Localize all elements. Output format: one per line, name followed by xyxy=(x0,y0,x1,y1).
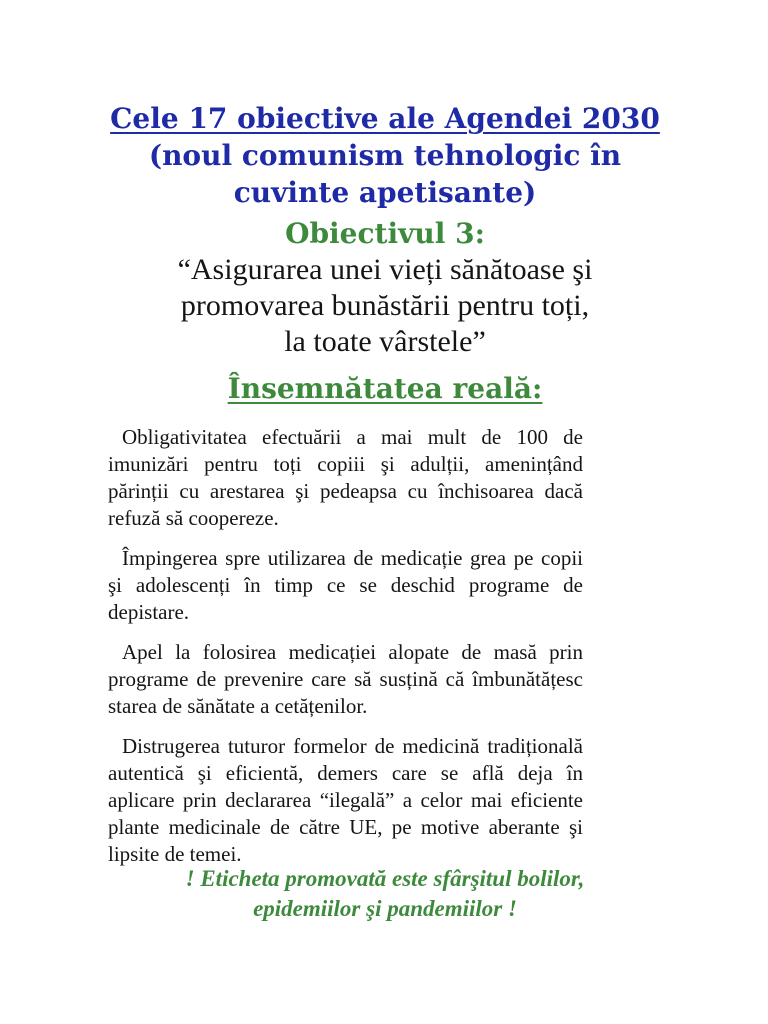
title-line-3: cuvinte apetisante) xyxy=(233,176,537,209)
quote-line-3: la toate vârstele” xyxy=(284,325,486,358)
paragraph: Distrugerea tuturor formelor de medicină tradițională autentică şi eficientă, demers care se află deja în aplicare prin declararea “ilegală” a celor mai eficiente plante medicinale de către UE, pe motive aberante şi lipsite de temei. xyxy=(108,734,583,866)
conclusion-note xyxy=(60,864,710,924)
objective-heading: Obiectivul 3: xyxy=(285,217,485,250)
quote-line-2: promovarea bunăstării pentru toți, xyxy=(180,289,590,322)
paragraph: Apel la folosirea medicației alopate de masă prin programe de prevenire care să susțină că îmbunătățesc starea de sănătate a cetățenilor. xyxy=(108,640,583,718)
conclusion-line-2: epidemiilor şi pandemiilor ! xyxy=(253,896,517,921)
title-line-2: (noul comunism tehnologic în xyxy=(148,139,622,172)
real-meaning-heading xyxy=(60,371,710,407)
real-meaning-heading-text: Însemnătatea reală: xyxy=(227,372,543,405)
title-line-1: Cele 17 obiective ale Agendei 2030 xyxy=(110,102,660,135)
paragraph: Obligativitatea efectuării a mai mult de 100 de imunizări pentru toți copiii şi adulții, amenințând părinții cu arestarea şi pedeapsa cu închisoarea dacă refuză să coopereze. xyxy=(108,425,583,530)
conclusion-line-1: ! Eticheta promovată este sfârşitul bolilor, xyxy=(185,866,585,891)
quote-line-1: “Asigurarea unei vieți sănătoase şi xyxy=(177,253,593,286)
body-text xyxy=(108,424,583,881)
document-title xyxy=(60,100,710,211)
paragraph: Împingerea spre utilizarea de medicație grea pe copii şi adolescenți în timp ce se deschid programe de depistare. xyxy=(108,546,583,624)
objective-quote xyxy=(60,252,710,360)
